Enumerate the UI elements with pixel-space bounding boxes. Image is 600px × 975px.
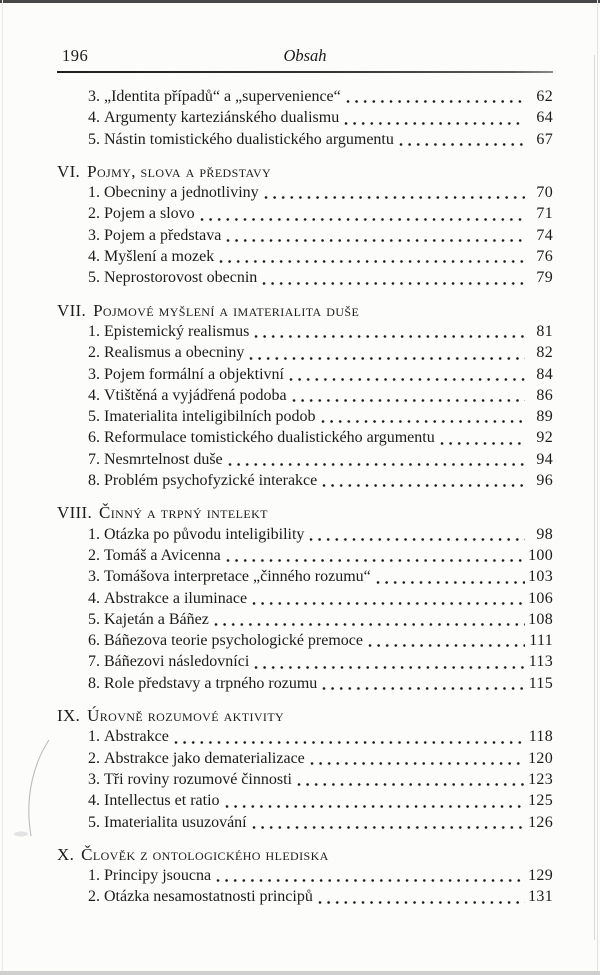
- toc-section-continued: [57, 86, 553, 150]
- toc-item-title: Tomáš a Avicenna: [104, 546, 221, 564]
- toc-item-number: 6.: [88, 632, 100, 650]
- toc-item-page: 84: [536, 365, 553, 383]
- dot-leader: [226, 238, 525, 243]
- toc-item-title: Imaterialita inteligibilních podob: [104, 408, 316, 426]
- toc-item-number: 2.: [88, 546, 100, 564]
- dot-leader: [174, 740, 525, 745]
- toc-item-number: 2.: [88, 205, 100, 223]
- toc-item-title: Pojem a představa: [104, 226, 222, 244]
- section-title: Pojmové myšlení a imaterialita duše: [93, 300, 360, 320]
- toc-section-vii: [57, 300, 553, 492]
- section-numeral: VIII.: [57, 503, 93, 523]
- section-title: Úrovně rozumové aktivity: [87, 706, 285, 726]
- toc-section-viii: [57, 502, 553, 694]
- toc-item-number: 5.: [88, 813, 100, 831]
- toc-item-number: 2.: [88, 344, 100, 362]
- toc-item-row: [57, 342, 553, 363]
- toc-item-page: 71: [536, 205, 553, 223]
- toc-item-title: Obecniny a jednotliviny: [104, 184, 259, 202]
- toc-item-row: [57, 886, 553, 907]
- toc-item-title: Myšlení a mozek: [104, 248, 215, 266]
- toc-item-row: [57, 129, 553, 150]
- section-heading: [57, 844, 553, 865]
- toc-item-number: 8.: [88, 674, 100, 692]
- toc-item-row: [57, 182, 553, 203]
- dot-leader: [368, 643, 525, 648]
- dot-leader: [322, 686, 525, 691]
- toc-item-page: 100: [528, 546, 553, 564]
- toc-item-page: 64: [536, 109, 553, 127]
- dot-leader: [376, 580, 525, 585]
- toc-item-number: 1.: [88, 525, 100, 543]
- toc-item-title: Nesmrtelnost duše: [104, 450, 223, 468]
- dot-leader: [249, 356, 525, 361]
- toc-item-page: 94: [536, 450, 553, 468]
- toc-item-title: Tři roviny rozumové činnosti: [104, 770, 292, 788]
- toc-item-row: [57, 470, 553, 491]
- toc-item-title: Báñezovi následovníci: [104, 653, 250, 671]
- toc-item-row: [57, 588, 553, 609]
- section-heading: [57, 502, 553, 523]
- toc-item-row: [57, 609, 553, 630]
- toc-item-page: 126: [528, 813, 553, 831]
- dot-leader: [214, 622, 525, 627]
- toc-item-page: 111: [529, 632, 553, 650]
- dot-leader: [440, 441, 525, 446]
- section-title: Činný a trpný intelekt: [99, 503, 268, 523]
- toc-item-title: Pojem formální a objektivní: [104, 365, 284, 383]
- toc-item-number: 2.: [88, 749, 100, 767]
- toc-item-title: Abstrakce a iluminace: [104, 589, 248, 607]
- section-heading: [57, 161, 553, 182]
- toc-item-title: Abstrakce: [104, 728, 169, 746]
- toc-item-row: [57, 566, 553, 587]
- dot-leader: [200, 217, 525, 222]
- toc-item-number: 4.: [88, 589, 100, 607]
- toc-item-page: 113: [528, 653, 553, 671]
- toc-item-row: [57, 86, 553, 107]
- section-heading: [57, 705, 553, 726]
- toc-item-title: „Identita případů“ a „supervenience“: [104, 88, 341, 105]
- toc-item-page: 82: [536, 344, 553, 362]
- section-title: Pojmy, slova a představy: [87, 161, 272, 181]
- toc-item-row: [57, 385, 553, 406]
- toc-item-row: [57, 769, 553, 790]
- dot-leader: [225, 804, 525, 809]
- toc-item-row: [57, 630, 553, 651]
- toc-item-page: 106: [528, 589, 553, 607]
- toc-item-page: 62: [536, 88, 553, 105]
- dot-leader: [264, 195, 525, 200]
- toc-item-row: [57, 225, 553, 246]
- dot-leader: [252, 825, 525, 830]
- toc-item-number: 4.: [88, 248, 100, 266]
- toc-item-page: 86: [536, 386, 553, 404]
- toc-item-number: 1.: [88, 728, 100, 746]
- toc-item-page: 123: [528, 770, 553, 788]
- toc-item-title: Epistemický realismus: [104, 322, 250, 340]
- dot-leader: [297, 782, 525, 787]
- toc-item-row: [57, 748, 553, 769]
- page-number-folio: 196: [62, 46, 89, 65]
- toc-item-number: 7.: [88, 450, 100, 468]
- dot-leader: [226, 558, 525, 563]
- toc-section-x: [57, 844, 553, 908]
- toc-item-row: [57, 812, 553, 833]
- toc-item-number: 4.: [88, 386, 100, 404]
- scan-edge-bottom: [0, 971, 600, 975]
- section-numeral: X.: [57, 844, 75, 864]
- toc-item-page: 103: [528, 568, 553, 586]
- toc-item-title: Otázka nesamostatnosti principů: [104, 888, 313, 906]
- toc-item-number: 3.: [88, 88, 100, 105]
- dot-leader: [310, 761, 525, 766]
- toc-item-number: 3.: [88, 226, 100, 244]
- toc-item-number: 1.: [88, 867, 100, 885]
- toc-item-row: [57, 865, 553, 886]
- toc-item-page: 70: [536, 184, 553, 202]
- toc-item-page: 89: [536, 408, 553, 426]
- toc-item-row: [57, 790, 553, 811]
- toc-item-title: Vtištěná a vyjádřená podoba: [104, 386, 287, 404]
- toc-item-page: 129: [528, 867, 553, 885]
- toc-item-row: [57, 364, 553, 385]
- toc-item-number: 3.: [88, 770, 100, 788]
- section-numeral: IX.: [57, 706, 81, 726]
- dot-leader: [318, 900, 525, 905]
- toc-item-page: 131: [528, 888, 553, 906]
- toc-item-row: [57, 545, 553, 566]
- dot-leader: [216, 878, 525, 883]
- toc-item-page: 76: [536, 248, 553, 266]
- toc-item-page: 79: [536, 269, 553, 287]
- toc-item-row: [57, 673, 553, 694]
- toc-item-title: Realismus a obecniny: [104, 344, 245, 362]
- toc-item-number: 7.: [88, 653, 100, 671]
- toc-item-number: 2.: [88, 888, 100, 906]
- dot-leader: [346, 99, 525, 104]
- toc-item-title: Báñezova teorie psychologické premoce: [104, 632, 363, 650]
- toc-item-row: [57, 203, 553, 224]
- dot-leader: [289, 377, 525, 382]
- toc-item-number: 5.: [88, 610, 100, 628]
- toc-section-ix: [57, 705, 553, 833]
- toc-item-page: 115: [528, 674, 553, 692]
- dot-leader: [254, 334, 525, 339]
- toc-item-number: 4.: [88, 792, 100, 810]
- toc-item-page: 125: [528, 792, 553, 810]
- toc-item-row: [57, 246, 553, 267]
- toc-item-page: 118: [528, 728, 553, 746]
- toc-section-vi: [57, 161, 553, 289]
- toc-item-title: Problém psychofyzické interakce: [104, 472, 318, 490]
- toc-item-page: 96: [536, 472, 553, 490]
- toc-item-title: Tomášova interpretace „činného rozumu“: [104, 568, 371, 586]
- toc-item-number: 3.: [88, 568, 100, 586]
- section-title: Člověk z ontologického hlediska: [81, 844, 329, 864]
- toc-item-row: [57, 524, 553, 545]
- header-rule: [57, 71, 553, 73]
- toc-item-title: Imaterialita usuzování: [104, 813, 247, 831]
- toc-item-title: Otázka po původu inteligibility: [104, 525, 305, 543]
- toc-item-title: Principy jsoucna: [104, 867, 212, 885]
- dot-leader: [344, 121, 525, 126]
- toc-item-row: [57, 321, 553, 342]
- dot-leader: [309, 537, 525, 542]
- toc-item-number: 1.: [88, 184, 100, 202]
- toc-item-title: Nástin tomistického dualistického argumentu: [104, 130, 394, 148]
- toc-item-page: 108: [528, 610, 553, 628]
- dot-leader: [292, 398, 525, 403]
- toc-item-row: [57, 651, 553, 672]
- toc-item-page: 98: [536, 525, 553, 543]
- toc-item-title: Argumenty karteziánského dualismu: [104, 109, 340, 127]
- toc-item-page: 92: [536, 429, 553, 447]
- dot-leader: [254, 665, 525, 670]
- toc-item-row: [57, 449, 553, 470]
- dot-leader: [322, 483, 525, 488]
- dot-leader: [252, 601, 525, 606]
- toc-item-number: 5.: [88, 408, 100, 426]
- toc-item-row: [57, 267, 553, 288]
- dot-leader: [219, 259, 525, 264]
- running-head: [57, 46, 553, 66]
- toc-item-number: 5.: [88, 269, 100, 287]
- toc-item-page: 120: [528, 749, 553, 767]
- table-of-contents: [57, 86, 553, 908]
- toc-item-title: Pojem a slovo: [104, 205, 195, 223]
- toc-item-number: 3.: [88, 365, 100, 383]
- toc-item-title: Abstrakce jako dematerializace: [104, 749, 305, 767]
- toc-item-row: [57, 107, 553, 128]
- section-heading: [57, 300, 553, 321]
- toc-item-number: 6.: [88, 429, 100, 447]
- toc-item-row: [57, 427, 553, 448]
- toc-item-page: 74: [536, 226, 553, 244]
- toc-item-title: Neprostorovost obecnin: [104, 269, 258, 287]
- toc-item-title: Reformulace tomistického dualistického argumentu: [104, 429, 435, 447]
- section-numeral: VII.: [57, 300, 87, 320]
- section-numeral: VI.: [57, 161, 81, 181]
- dot-leader: [228, 462, 525, 467]
- toc-item-title: Kajetán a Báñez: [104, 610, 209, 628]
- toc-item-row: [57, 406, 553, 427]
- dot-leader: [399, 142, 525, 147]
- toc-item-number: 4.: [88, 109, 100, 127]
- dot-leader: [262, 281, 525, 286]
- toc-item-page: 81: [536, 322, 553, 340]
- dot-leader: [321, 419, 526, 424]
- toc-item-title: Role představy a trpného rozumu: [104, 674, 318, 692]
- toc-item-number: 8.: [88, 472, 100, 490]
- running-title: Obsah: [283, 46, 327, 65]
- toc-item-number: 5.: [88, 130, 100, 148]
- toc-item-row: [57, 726, 553, 747]
- toc-item-page: 67: [536, 130, 553, 148]
- toc-item-number: 1.: [88, 322, 100, 340]
- toc-item-title: Intellectus et ratio: [104, 792, 220, 810]
